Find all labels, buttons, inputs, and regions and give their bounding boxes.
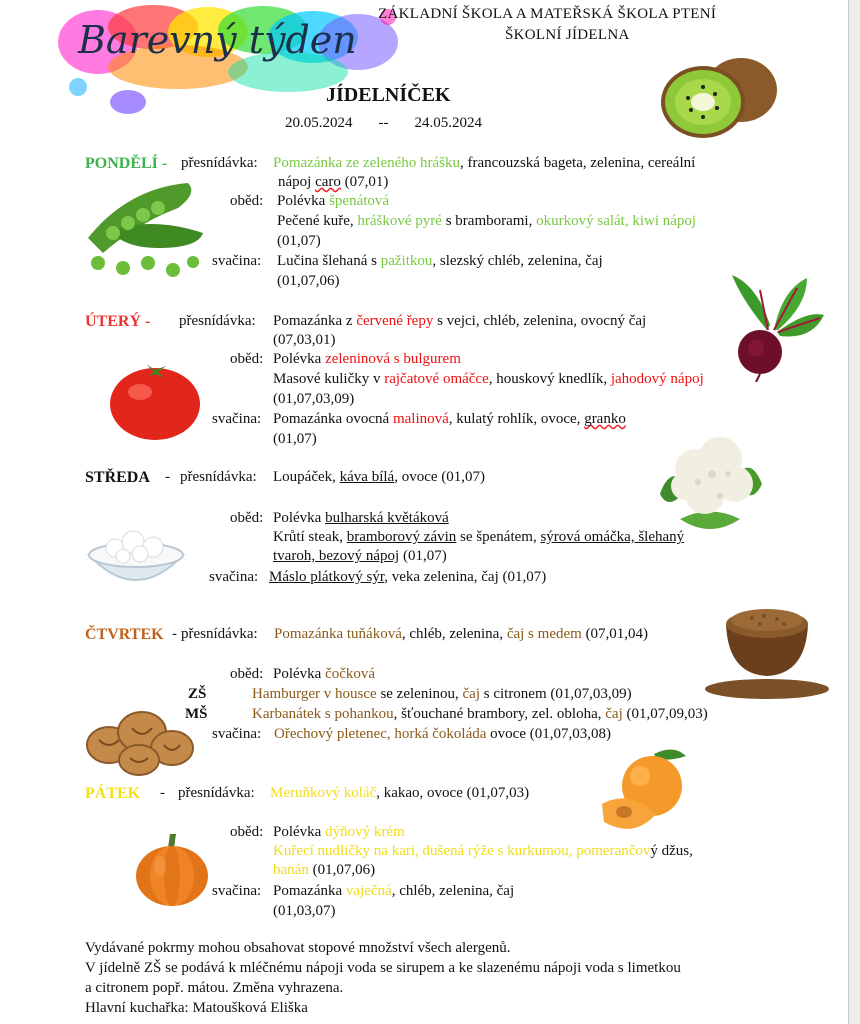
- thursday-snack-label: svačina:: [212, 726, 262, 742]
- thursday-zs-label: ZŠ: [188, 686, 207, 702]
- day-monday: PONDĚLÍ -: [85, 155, 168, 172]
- thursday-soup: Polévka čočková: [273, 666, 376, 682]
- day-thursday: ČTVRTEK: [85, 626, 164, 643]
- monday-breakfast: Pomazánka ze zeleného hrášku, francouzská bageta, zelenina, cereální: [273, 155, 696, 171]
- wednesday-main: Krůtí steak, bramborový závin se špenátem, sýrová omáčka, šlehaný: [273, 529, 685, 545]
- wednesday-breakfast-label: přesnídávka:: [180, 469, 257, 485]
- thursday-breakfast: Pomazánka tuňáková, chléb, zelenina, čaj s medem (07,01,04): [274, 626, 649, 642]
- thursday-lunch-label: oběd:: [230, 666, 264, 682]
- friday-breakfast: Meruňkový koláč, kakao, ovoce (01,07,03): [270, 785, 530, 801]
- thursday-snack: Ořechový pletenec, horká čokoláda ovoce (01,07,03,08): [274, 726, 611, 742]
- monday-breakfast-line2: nápoj caro (07,01): [278, 174, 389, 190]
- tuesday-soup: Polévka zeleninová s bulgurem: [273, 351, 461, 367]
- cottage-cheese-image: [85, 520, 187, 598]
- tuesday-lunch-label: oběd:: [230, 351, 264, 367]
- tuesday-snack-allergens: (01,07): [273, 431, 317, 447]
- page-title: JÍDELNÍČEK: [326, 84, 451, 106]
- thursday-ms-meal: Karbanátek s pohankou, šťouchané brambory, zel. obloha, čaj (01,07,09,03): [252, 706, 708, 722]
- tuesday-breakfast-label: přesnídávka:: [179, 313, 256, 329]
- thursday-dash: -: [172, 626, 177, 642]
- wednesday-dash: -: [165, 469, 170, 485]
- lentils-image: [702, 604, 832, 700]
- day-tuesday: ÚTERÝ -: [85, 313, 151, 330]
- wednesday-breakfast: Loupáček, káva bílá, ovoce (01,07): [273, 469, 486, 485]
- footer-drinks-note-2: a citronem popř. mátou. Změna vyhrazena.: [85, 980, 344, 996]
- friday-dash: -: [160, 785, 165, 801]
- tomato-image: [108, 360, 203, 442]
- logo-text: Barevný týden: [78, 18, 357, 62]
- wednesday-snack-label: svačina:: [209, 569, 259, 585]
- footer-allergen-note: Vydávané pokrmy mohou obsahovat stopové množství všech alergenů.: [85, 940, 511, 956]
- wednesday-snack: Máslo plátkový sýr, veka zelenina, čaj (01,07): [269, 569, 547, 585]
- monday-main: Pečené kuře, hráškové pyré s bramborami, okurkový salát, kiwi nápoj: [277, 213, 697, 229]
- monday-snack-allergens: (01,07,06): [277, 273, 340, 289]
- date-range: [285, 115, 482, 132]
- thursday-zs-meal: Hamburger v housce se zeleninou, čaj s citronem (01,07,03,09): [252, 686, 632, 702]
- date-separator: --: [378, 115, 389, 131]
- date-from: 20.05.2024: [285, 115, 353, 131]
- kiwi-image: [655, 52, 779, 140]
- tuesday-lunch-allergens: (01,07,03,09): [273, 391, 355, 407]
- monday-snack: Lučina šlehaná s pažitkou, slezský chléb, zelenina, čaj: [277, 253, 603, 269]
- tuesday-main: Masové kuličky v rajčatové omáčce, houskový knedlík, jahodový nápoj: [273, 371, 704, 387]
- day-friday: PÁTEK: [85, 785, 141, 802]
- monday-soup: Polévka špenátová: [277, 193, 390, 209]
- walnuts-image: [84, 700, 196, 778]
- canteen-name: ŠKOLNÍ JÍDELNA: [505, 27, 630, 43]
- day-wednesday: STŘEDA: [85, 469, 150, 486]
- tuesday-snack: Pomazánka ovocná malinová, kulatý rohlík, ovoce, granko: [273, 411, 626, 427]
- school-name: ZÁKLADNÍ ŠKOLA A MATEŘSKÁ ŠKOLA PTENÍ: [378, 6, 717, 22]
- tuesday-breakfast: Pomazánka z červené řepy s vejci, chléb, zelenina, ovocný čaj: [273, 313, 647, 329]
- thursday-breakfast-label: přesnídávka:: [181, 626, 258, 642]
- cauliflower-image: [650, 424, 772, 536]
- footer-drinks-note: V jídelně ZŠ se podává k mléčnému nápoji voda se sirupem a ke slazenému nápoji voda s limetkou: [85, 960, 681, 976]
- wednesday-soup: Polévka bulharská květáková: [273, 510, 449, 526]
- friday-breakfast-label: přesnídávka:: [178, 785, 255, 801]
- date-to: 24.05.2024: [414, 115, 482, 131]
- monday-snack-label: svačina:: [212, 253, 262, 269]
- pumpkin-image: [132, 830, 212, 908]
- friday-snack: Pomazánka vaječná, chléb, zelenina, čaj: [273, 883, 515, 899]
- monday-breakfast-label: přesnídávka:: [181, 155, 258, 171]
- apricot-image: [594, 744, 694, 838]
- beetroot-image: [712, 270, 828, 382]
- monday-lunch-label: oběd:: [230, 193, 264, 209]
- friday-main-line2: banán (01,07,06): [273, 862, 376, 878]
- thursday-ms-label: MŠ: [185, 706, 208, 722]
- friday-lunch-label: oběd:: [230, 824, 264, 840]
- monday-lunch-allergens: (01,07): [277, 233, 321, 249]
- tuesday-breakfast-allergens: (07,03,01): [273, 332, 336, 348]
- footer-head-cook: Hlavní kuchařka: Matoušková Eliška: [85, 1000, 308, 1016]
- wednesday-lunch-label: oběd:: [230, 510, 264, 526]
- friday-main: Kuřecí nudličky na kari, dušená rýže s kurkumou, pomerančový džus,: [273, 843, 693, 859]
- wednesday-main-line2: tvaroh, bezový nápoj (01,07): [273, 548, 447, 564]
- friday-snack-allergens: (01,03,07): [273, 903, 336, 919]
- friday-snack-label: svačina:: [212, 883, 262, 899]
- peas-image: [78, 178, 213, 283]
- tuesday-snack-label: svačina:: [212, 411, 262, 427]
- friday-soup: Polévka dýňový krém: [273, 824, 405, 840]
